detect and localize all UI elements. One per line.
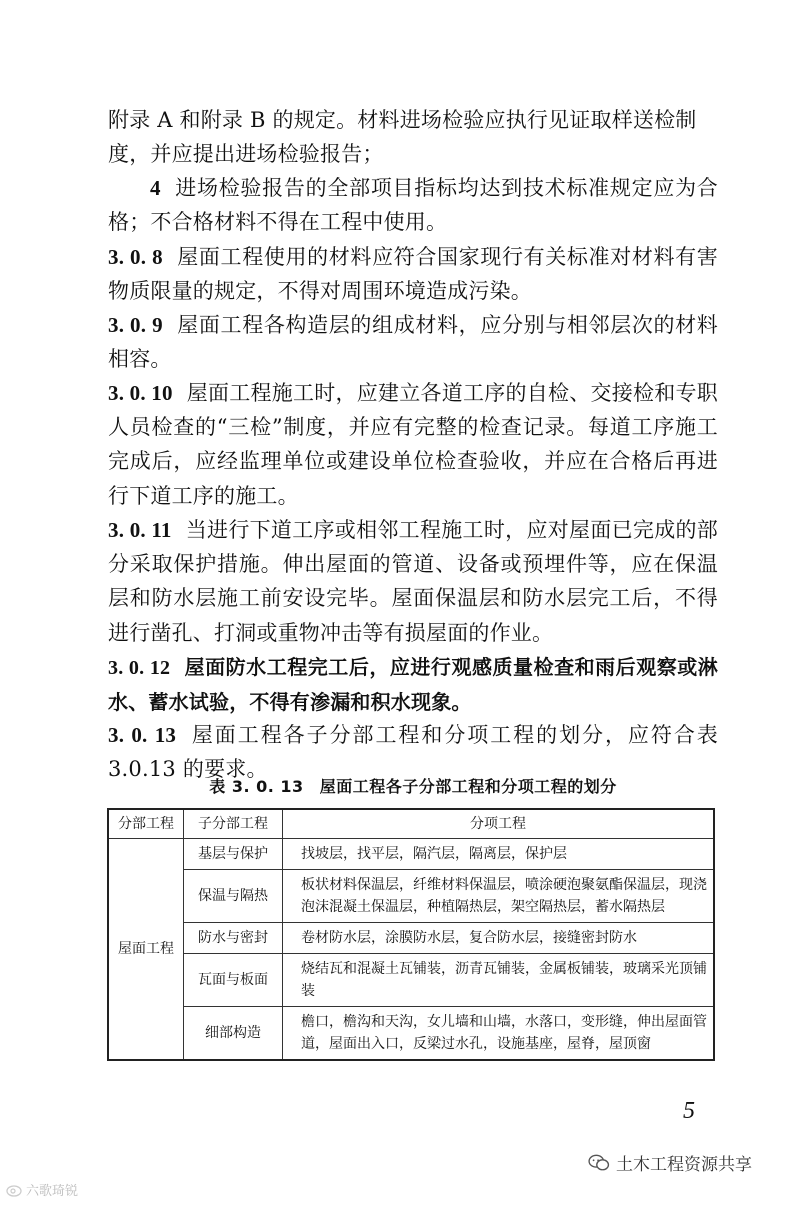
subdivision-cell: 瓦面与板面 [184, 954, 283, 1007]
clause-number: 3. 0. 13 [108, 723, 177, 747]
subdivision-cell: 防水与密封 [184, 923, 283, 954]
table-row [108, 839, 714, 870]
table-row [108, 923, 714, 954]
clause-3-0-9 [108, 308, 718, 376]
subdivision-cell: 细部构造 [184, 1007, 283, 1061]
clause-item-4 [108, 171, 718, 239]
table-caption: 屋面工程各子分部工程和分项工程的划分 [319, 777, 617, 796]
clause-text: 当进行下道工序或相邻工程施工时，应对屋面已完成的部分采取保护措施。伸出屋面的管道、设备或预埋件等，应在保温层和防水层施工前安设完毕。屋面保温层和防水层完工后，不得进行凿孔、打洞或重物冲击等有损屋面的作业。 [108, 518, 718, 645]
clause-number: 3. 0. 10 [108, 381, 173, 405]
table-row [108, 870, 714, 923]
clause-number: 3. 0. 12 [108, 657, 171, 679]
watermark-right [588, 1150, 752, 1175]
header-division: 分部工程 [108, 809, 184, 839]
clause-text: 屋面工程各构造层的组成材料，应分别与相邻层次的材料相容。 [108, 313, 718, 372]
items-cell: 找坡层，找平层，隔汽层，隔离层，保护层 [283, 839, 715, 870]
subdivision-cell: 保温与隔热 [184, 870, 283, 923]
text-line: 度，并应提出进场检验报告； [108, 142, 384, 167]
items-cell: 烧结瓦和混凝土瓦铺装，沥青瓦铺装，金属板铺装，玻璃采光顶铺装 [283, 954, 715, 1007]
division-cell: 屋面工程 [108, 839, 184, 1061]
table-number: 表 3. 0. 13 [209, 777, 304, 796]
subdivision-cell: 基层与保护 [184, 839, 283, 870]
clause-text: 屋面防水工程完工后，应进行观感质量检查和雨后观察或淋水、蓄水试验，不得有渗漏和积水现象。 [108, 655, 718, 715]
text-line: 附录 A 和附录 B 的规定。材料进场检验应执行见证取样送检制 [108, 108, 697, 132]
table-row [108, 1007, 714, 1061]
clause-number: 3. 0. 9 [108, 313, 163, 337]
clause-number: 3. 0. 11 [108, 518, 172, 542]
clause-item-number: 4 [150, 176, 161, 200]
clause-item-text: 进场检验报告的全部项目指标均达到技术标准规定应为合格；不合格材料不得在工程中使用。 [108, 176, 718, 235]
watermark-text: 六歌琦锐 [26, 1184, 79, 1199]
clause-text: 屋面工程各子分部工程和分项工程的划分，应符合表 3.0.13 的要求。 [108, 723, 718, 782]
items-cell: 卷材防水层，涂膜防水层，复合防水层，接缝密封防水 [283, 923, 715, 954]
watermark-left [6, 1180, 78, 1199]
wechat-icon [588, 1154, 610, 1172]
clause-text: 屋面工程施工时，应建立各道工序的自检、交接检和专职人员检查的“三检”制度，并应有完整的检查记录。每道工序施工完成后，应经监理单位或建设单位检查验收，并应在合格后再进行下道工序的施工。 [108, 381, 718, 508]
items-cell: 板状材料保温层，纤维材料保温层，喷涂硬泡聚氨酯保温层，现浇泡沫混凝土保温层，种植隔热层，架空隔热层，蓄水隔热层 [283, 870, 715, 923]
header-subdivision: 子分部工程 [184, 809, 283, 839]
table-header-row [108, 809, 714, 839]
division-table [107, 808, 715, 1061]
items-cell: 檐口，檐沟和天沟，女儿墙和山墙，水落口，变形缝，伸出屋面管道，屋面出入口，反梁过水孔，设施基座，屋脊，屋顶窗 [283, 1007, 715, 1061]
page-number: 5 [683, 1098, 695, 1124]
clause-3-0-12 [108, 650, 718, 719]
header-items: 分项工程 [283, 809, 715, 839]
paragraph-appendix [108, 103, 718, 171]
clause-3-0-10 [108, 376, 718, 513]
table-title [108, 774, 718, 797]
table-row [108, 954, 714, 1007]
clause-3-0-8 [108, 240, 718, 308]
watermark-text: 土木工程资源共享 [616, 1155, 752, 1175]
clause-3-0-11 [108, 513, 718, 650]
clause-number: 3. 0. 8 [108, 245, 163, 269]
clause-text: 屋面工程使用的材料应符合国家现行有关标准对材料有害物质限量的规定，不得对周围环境造成污染。 [108, 245, 718, 304]
weibo-icon [6, 1183, 22, 1197]
